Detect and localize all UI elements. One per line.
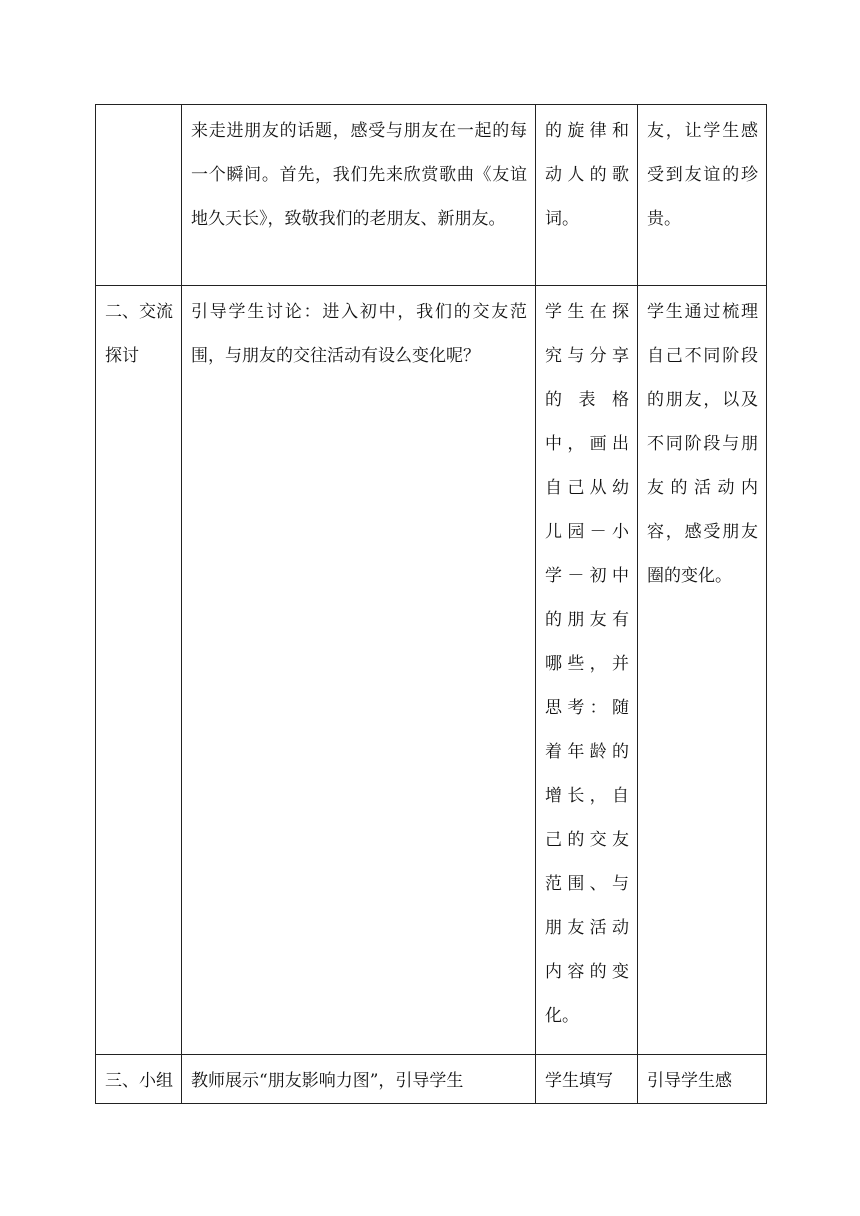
student-activity-cell [536,105,638,286]
stage-cell [96,105,182,286]
design-intent-text: 友，让学生感受到友谊的珍贵。 [647,121,758,229]
design-intent-cell [638,1055,767,1104]
teacher-activity-text: 引导学生讨论：进入初中，我们的交友范围，与朋友的交往活动有设么变化呢？ [191,302,527,366]
stage-cell [96,1055,182,1104]
table-row [96,286,767,1055]
teacher-activity-cell [182,286,536,1055]
student-activity-text: 学生在探究与分享的表格中，画出自己从幼儿园－小学－初中的朋友有哪些，并思考：随着年龄的增长，自己的交友范围、与朋友活动内容的变化。 [545,302,629,1026]
design-intent-text: 引导学生感 [647,1071,732,1091]
design-intent-cell [638,105,767,286]
lesson-plan-table [95,104,767,1104]
student-activity-text: 学生填写 [545,1071,613,1091]
teacher-activity-cell [182,105,536,286]
student-activity-text: 的旋律和动人的歌词。 [545,121,629,229]
table-row [96,105,767,286]
design-intent-text: 学生通过梳理自己不同阶段的朋友，以及不同阶段与朋友的活动内容，感受朋友圈的变化。 [647,302,758,586]
table-row [96,1055,767,1104]
teacher-activity-cell [182,1055,536,1104]
design-intent-cell [638,286,767,1055]
stage-text: 三、小组 [105,1071,173,1091]
student-activity-cell [536,286,638,1055]
teacher-activity-text: 来走进朋友的话题，感受与朋友在一起的每一个瞬间。首先，我们先来欣赏歌曲《友谊地久天长》，致敬我们的老朋友、新朋友。 [191,121,527,229]
student-activity-cell [536,1055,638,1104]
teacher-activity-text: 教师展示“朋友影响力图”，引导学生 [191,1071,464,1091]
stage-text: 二、交流探讨 [105,302,173,366]
stage-cell [96,286,182,1055]
